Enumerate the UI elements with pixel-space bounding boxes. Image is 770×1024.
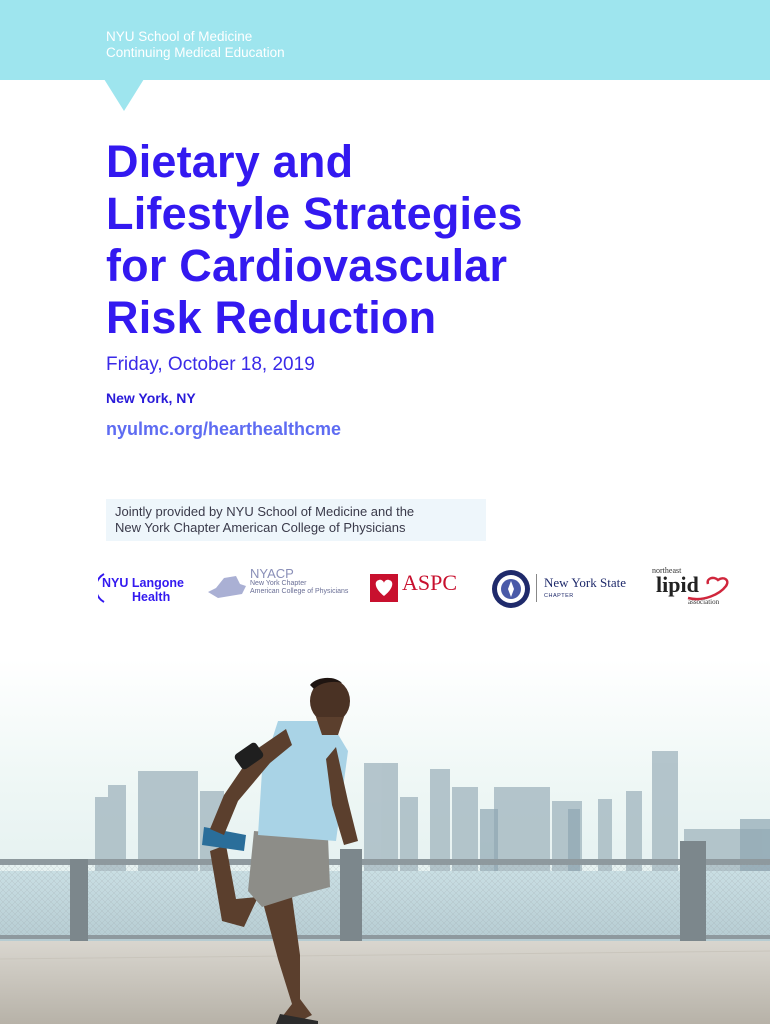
northeast-lipid-association-logo [648,566,732,614]
heart-icon [370,574,398,602]
runner-skyline-illustration [0,659,770,1024]
joint-provider-line-1: Jointly provided by NYU School of Medicine and the [115,504,415,519]
header-pointer [104,79,144,111]
joint-provider-box [106,499,486,541]
sponsor-logos [0,560,770,620]
title-line-2: Lifestyle Strategies [106,188,523,239]
nys-chapter: CHAPTER [544,593,574,599]
hero-photo [0,659,770,1024]
nyacp-name: NYACP [250,566,294,581]
title-line-1: Dietary and [106,136,354,187]
acp-seal-icon [490,568,532,610]
nyu-logo-line-2: Health [132,590,171,604]
nyacp-line-1: New York Chapter [250,580,307,587]
joint-provider-line-2: New York Chapter American College of Physicians [115,520,406,535]
page-title [106,136,706,344]
aspc-logo [370,572,476,608]
header-line-1: NYU School of Medicine [106,29,253,44]
acp-new-york-state-logo [490,568,640,610]
event-location: New York, NY [106,390,196,406]
event-date: Friday, October 18, 2019 [106,354,315,375]
nyacp-line-2: American College of Physicians [250,588,349,595]
nys-name: New York State [544,575,626,590]
title-line-4: Risk Reduction [106,292,437,343]
nyacp-logo [206,566,356,612]
title-line-3: for Cardiovascular [106,240,508,291]
lipid-top: northeast [652,566,682,575]
nyu-langone-logo [98,568,194,608]
divider [536,574,537,602]
new-york-map-icon [206,574,248,600]
nyacp-text [250,568,348,596]
nyu-logo-line-1: NYU Langone [102,576,184,590]
header-text [106,29,285,61]
event-url-link[interactable]: nyulmc.org/hearthealthcme [106,419,342,439]
lipid-main: lipid [656,572,699,597]
aspc-name: ASPC [402,570,458,595]
header-line-2: Continuing Medical Education [106,45,285,60]
lipid-bottom: association [688,598,720,606]
